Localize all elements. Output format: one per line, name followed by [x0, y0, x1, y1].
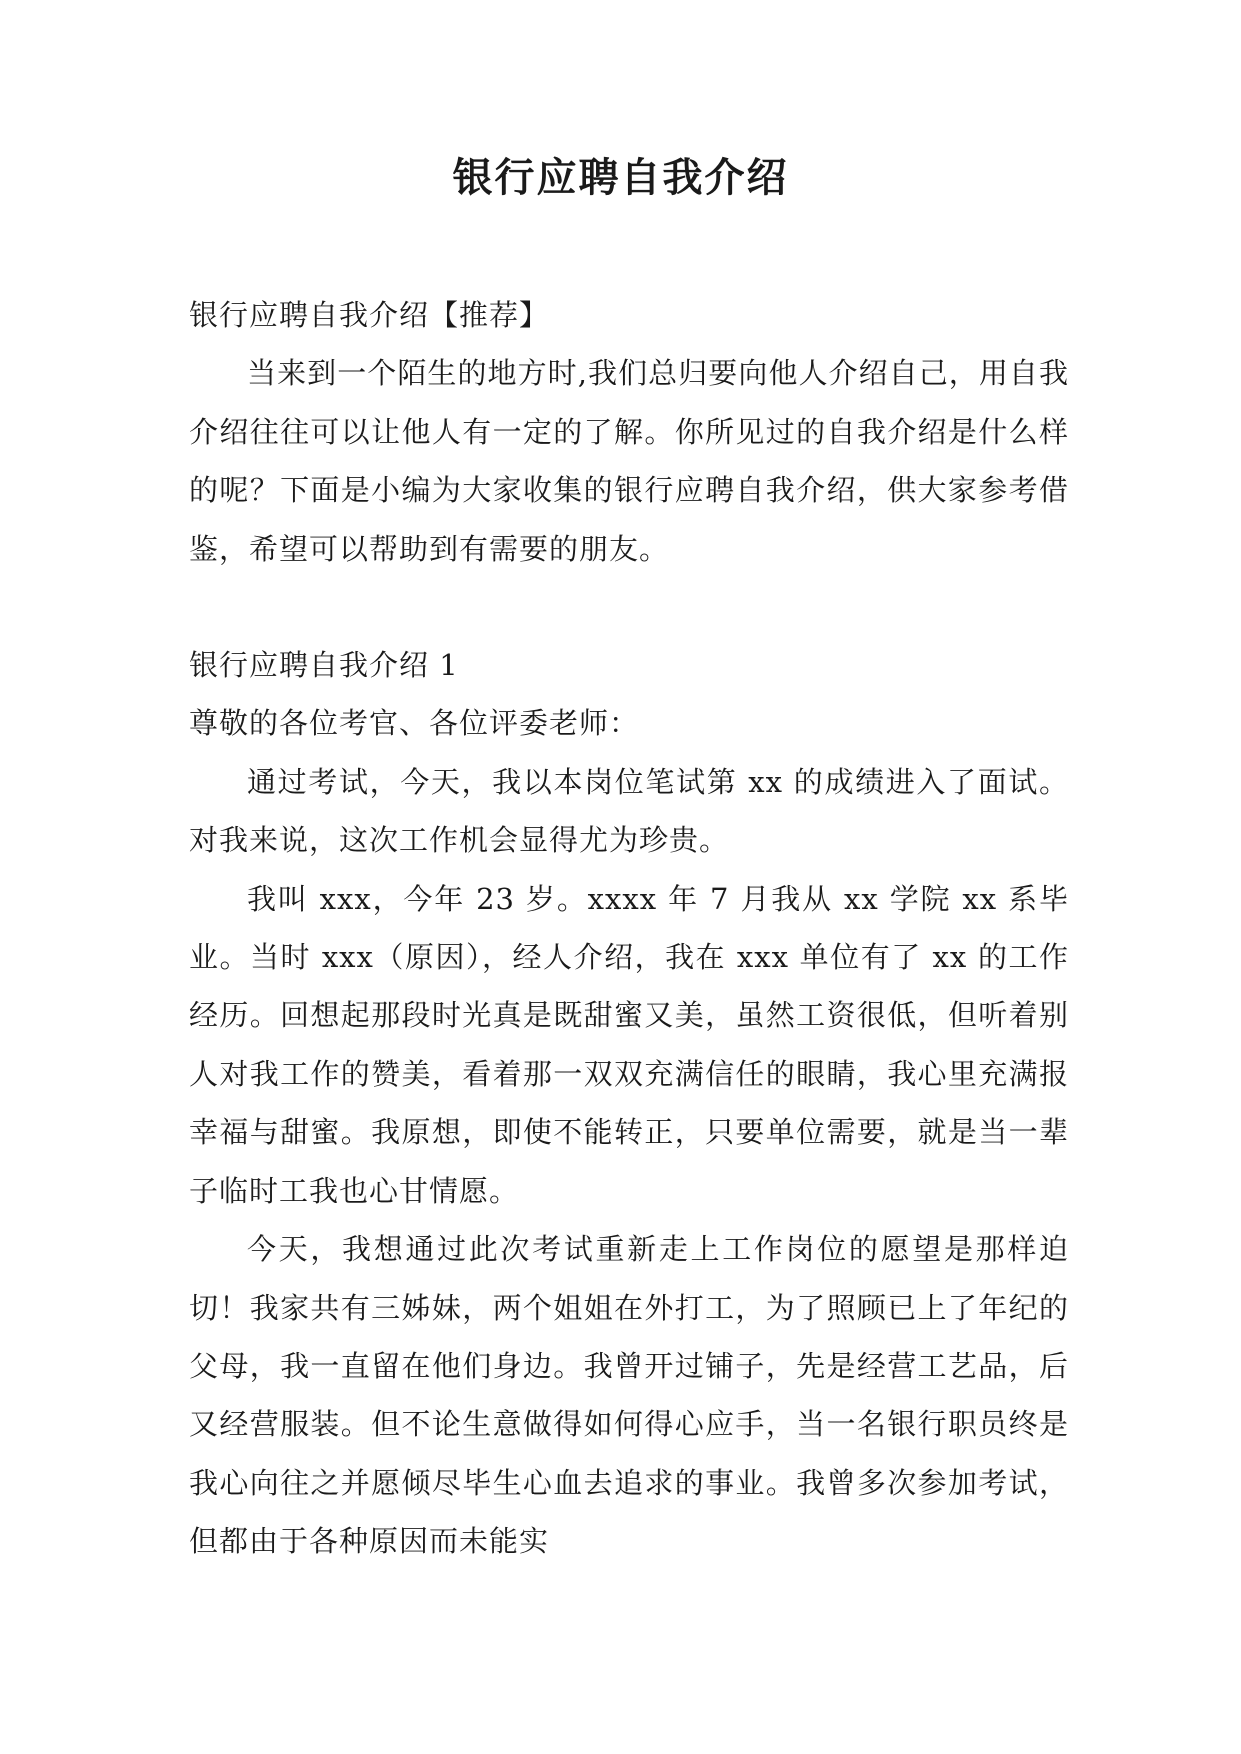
document-subtitle: 银行应聘自我介绍【推荐】	[189, 298, 550, 332]
section-heading: 银行应聘自我介绍 1	[189, 648, 459, 683]
document-title: 银行应聘自我介绍	[452, 154, 789, 201]
section-spacer	[189, 578, 1069, 636]
body-paragraph: 我叫 xxx，今年 23 岁。xxxx 年 7 月我从 xx 学院 xx 系毕业。当时 xxx（原因），经人介绍，我在 xxx 单位有了 xx 的工作经历。回想起那段时光真是既甜蜜又美，虽然工资很低，但听着别人对我工作的赞美，看着那一双双充满信任的眼睛，我心里充满报幸福与甜蜜。我原想，即使不能转正，只要单位需要，就是当一辈子临时工我也心甘情愿。	[189, 881, 1069, 1208]
document-body	[189, 286, 1069, 1571]
intro-paragraph: 当来到一个陌生的地方时,我们总归要向他人介绍自己，用自我介绍往往可以让他人有一定的了解。你所见过的自我介绍是什么样的呢？下面是小编为大家收集的银行应聘自我介绍，供大家参考借鉴，希望可以帮助到有需要的朋友。	[189, 356, 1069, 566]
body-paragraph: 通过考试，今天，我以本岗位笔试第 xx 的成绩进入了面试。对我来说，这次工作机会显得尤为珍贵。	[189, 764, 1069, 858]
salutation: 尊敬的各位考官、各位评委老师：	[189, 706, 640, 741]
body-paragraph: 今天，我想通过此次考试重新走上工作岗位的愿望是那样迫切！我家共有三姊妹，两个姐姐在外打工，为了照顾已上了年纪的父母，我一直留在他们身边。我曾开过铺子，先是经营工艺品，后又经营服装。但不论生意做得如何得心应手，当一名银行职员终是我心向往之并愿倾尽毕生心血去追求的事业。我曾多次参加考试，但都由于各种原因而未能实	[189, 1232, 1069, 1559]
